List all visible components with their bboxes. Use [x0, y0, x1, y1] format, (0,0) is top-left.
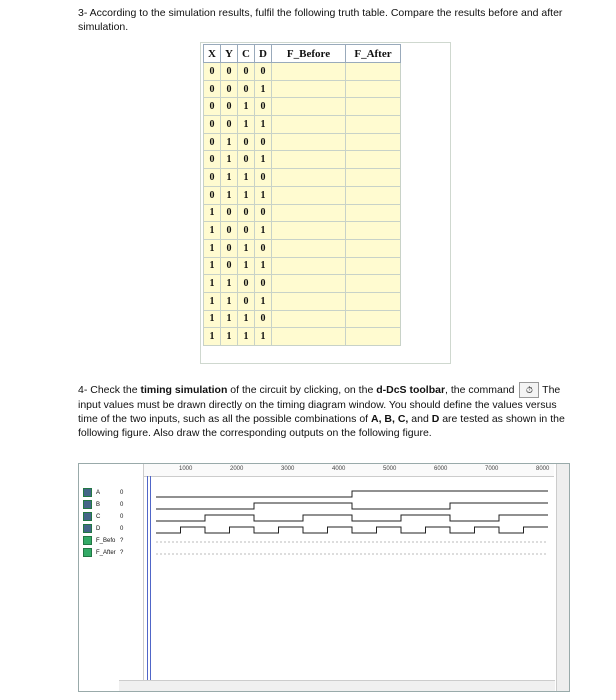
- input-signal-icon: [83, 512, 92, 521]
- signal-name: A: [96, 490, 101, 497]
- q4-text-6: are tested as shown in the following figure. Also draw the corresponding outputs on the following figure.: [78, 413, 565, 439]
- table-cell: 0: [221, 239, 238, 257]
- f-before-cell[interactable]: [272, 257, 346, 275]
- table-row: [204, 116, 401, 134]
- table-row: [204, 151, 401, 169]
- table-cell: 0: [255, 310, 272, 328]
- table-cell: 0: [255, 275, 272, 293]
- signal-value: 0: [120, 490, 124, 497]
- table-cell: 1: [255, 151, 272, 169]
- signal-value: ?: [120, 538, 124, 545]
- truth-table-header-y: Y: [221, 45, 238, 63]
- table-cell: 0: [221, 222, 238, 240]
- table-cell: 1: [204, 275, 221, 293]
- table-cell: 0: [255, 133, 272, 151]
- question-4-text: [78, 382, 568, 440]
- truth-table-header-row: [204, 45, 401, 63]
- q4-bold-d: D: [431, 413, 440, 425]
- table-row: [204, 292, 401, 310]
- timing-command-icon: ⏱: [519, 382, 539, 398]
- f-after-cell[interactable]: [346, 328, 401, 346]
- q4-bold-timing: timing simulation: [140, 383, 228, 396]
- table-cell: 1: [255, 222, 272, 240]
- table-cell: 0: [221, 63, 238, 81]
- table-row: [204, 275, 401, 293]
- table-cell: 1: [221, 169, 238, 187]
- signal-row-f_befo[interactable]: [83, 536, 123, 546]
- table-row: [204, 222, 401, 240]
- f-after-cell[interactable]: [346, 222, 401, 240]
- signal-name: B: [96, 502, 101, 509]
- table-cell: 1: [255, 328, 272, 346]
- table-cell: 0: [204, 116, 221, 134]
- table-row: [204, 328, 401, 346]
- ruler-tick-label: 1000: [179, 466, 193, 472]
- table-row: [204, 98, 401, 116]
- f-after-cell[interactable]: [346, 116, 401, 134]
- f-before-cell[interactable]: [272, 186, 346, 204]
- table-row: [204, 80, 401, 98]
- q4-text-1: 4- Check the: [78, 383, 141, 396]
- f-before-cell[interactable]: [272, 204, 346, 222]
- time-cursor-line[interactable]: [147, 476, 148, 681]
- f-after-cell[interactable]: [346, 257, 401, 275]
- ruler-tick-label: 5000: [383, 466, 397, 472]
- q4-text-4: The input values must be drawn directly on the timing diagram window. You should define the values versus time of the two inputs, such as all the possible combinations of: [78, 383, 561, 425]
- table-cell: 0: [238, 63, 255, 81]
- table-cell: 0: [255, 63, 272, 81]
- f-before-cell[interactable]: [272, 275, 346, 293]
- table-cell: 1: [238, 328, 255, 346]
- table-cell: 1: [204, 239, 221, 257]
- q4-bold-toolbar: d-DcS toolbar: [376, 383, 446, 396]
- table-cell: 1: [204, 328, 221, 346]
- ruler-tick-label: 2000: [230, 466, 244, 472]
- table-cell: 1: [238, 257, 255, 275]
- table-cell: 1: [204, 204, 221, 222]
- ruler-tick-label: 8000: [536, 466, 550, 472]
- truth-table-header-f-before: F_Before: [272, 45, 346, 63]
- ruler-tick-label: 6000: [434, 466, 448, 472]
- signal-value: 0: [120, 526, 124, 533]
- table-cell: 0: [238, 151, 255, 169]
- f-after-cell[interactable]: [346, 310, 401, 328]
- truth-table-header-d: D: [255, 45, 272, 63]
- vertical-scrollbar[interactable]: [556, 464, 569, 691]
- f-after-cell[interactable]: [346, 239, 401, 257]
- table-cell: 0: [238, 222, 255, 240]
- table-cell: 0: [221, 116, 238, 134]
- table-cell: 0: [221, 257, 238, 275]
- table-cell: 1: [221, 292, 238, 310]
- waveform-c[interactable]: [156, 515, 548, 521]
- table-cell: 0: [204, 98, 221, 116]
- table-cell: 0: [221, 98, 238, 116]
- signal-name: C: [96, 514, 101, 521]
- table-cell: 1: [204, 222, 221, 240]
- f-before-cell[interactable]: [272, 151, 346, 169]
- f-before-cell[interactable]: [272, 239, 346, 257]
- table-cell: 0: [255, 239, 272, 257]
- table-cell: 0: [204, 80, 221, 98]
- table-cell: 0: [204, 63, 221, 81]
- input-signal-icon: [83, 488, 92, 497]
- table-cell: 1: [238, 239, 255, 257]
- table-cell: 1: [255, 292, 272, 310]
- table-cell: 0: [255, 169, 272, 187]
- table-cell: 1: [238, 186, 255, 204]
- f-before-cell[interactable]: [272, 310, 346, 328]
- f-after-cell[interactable]: [346, 292, 401, 310]
- table-cell: 0: [238, 275, 255, 293]
- timing-diagram-window[interactable]: [78, 463, 570, 692]
- q4-bold-abc: A, B, C,: [371, 413, 409, 425]
- f-before-cell[interactable]: [272, 222, 346, 240]
- table-cell: 1: [204, 257, 221, 275]
- time-ruler: [144, 464, 554, 477]
- table-cell: 0: [255, 98, 272, 116]
- truth-table-header-x: X: [204, 45, 221, 63]
- table-cell: 0: [255, 204, 272, 222]
- f-after-cell[interactable]: [346, 98, 401, 116]
- waveform-area[interactable]: [144, 477, 554, 677]
- table-cell: 1: [204, 292, 221, 310]
- question-3-text: 3- According to the simulation results, fulfil the following truth table. Compare the results before and after simulation.: [78, 7, 563, 33]
- table-cell: 1: [255, 116, 272, 134]
- truth-table-header-c: C: [238, 45, 255, 63]
- signal-value: 0: [120, 502, 124, 509]
- table-cell: 0: [204, 186, 221, 204]
- input-signal-icon: [83, 500, 92, 509]
- table-cell: 1: [221, 275, 238, 293]
- table-cell: 0: [238, 292, 255, 310]
- table-cell: 1: [221, 151, 238, 169]
- table-cell: 0: [238, 133, 255, 151]
- signal-row-f_after[interactable]: [83, 548, 123, 558]
- signal-name: D: [96, 526, 101, 533]
- f-before-cell[interactable]: [272, 169, 346, 187]
- table-cell: 1: [221, 186, 238, 204]
- f-before-cell[interactable]: [272, 133, 346, 151]
- f-after-cell[interactable]: [346, 133, 401, 151]
- f-after-cell[interactable]: [346, 275, 401, 293]
- table-cell: 1: [238, 310, 255, 328]
- table-cell: 1: [221, 328, 238, 346]
- waveform-b[interactable]: [156, 503, 548, 509]
- horizontal-scrollbar[interactable]: [119, 680, 555, 691]
- table-row: [204, 239, 401, 257]
- q4-text-2: of the circuit by clicking, on the: [227, 383, 377, 396]
- signal-row-a[interactable]: [83, 488, 123, 498]
- ruler-tick-label: 3000: [281, 466, 295, 472]
- f-after-cell[interactable]: [346, 204, 401, 222]
- ruler-tick-label: 7000: [485, 466, 499, 472]
- output-signal-icon: [83, 536, 92, 545]
- waveform-d[interactable]: [156, 527, 548, 533]
- f-after-cell[interactable]: [346, 63, 401, 81]
- input-signal-icon: [83, 524, 92, 533]
- table-row: [204, 204, 401, 222]
- table-cell: 1: [221, 310, 238, 328]
- signal-value: ?: [120, 550, 124, 557]
- time-cursor-line-2[interactable]: [150, 476, 151, 681]
- signal-list-panel: [79, 464, 144, 691]
- table-cell: 0: [221, 204, 238, 222]
- table-cell: 0: [204, 133, 221, 151]
- f-before-cell[interactable]: [272, 63, 346, 81]
- table-cell: 1: [255, 80, 272, 98]
- truth-table-body: [204, 63, 401, 346]
- table-row: [204, 63, 401, 81]
- q4-text-5: and: [408, 413, 432, 425]
- table-row: [204, 257, 401, 275]
- signal-name: F_Befo: [96, 538, 116, 545]
- f-before-cell[interactable]: [272, 98, 346, 116]
- f-after-cell[interactable]: [346, 169, 401, 187]
- table-row: [204, 310, 401, 328]
- ruler-tick-label: 4000: [332, 466, 346, 472]
- table-cell: 1: [238, 98, 255, 116]
- waveform-a[interactable]: [156, 491, 548, 497]
- table-cell: 1: [255, 257, 272, 275]
- f-before-cell[interactable]: [272, 328, 346, 346]
- table-cell: 1: [238, 169, 255, 187]
- f-before-cell[interactable]: [272, 292, 346, 310]
- signal-name: F_After: [96, 550, 116, 557]
- signal-row-b[interactable]: [83, 500, 123, 510]
- table-cell: 1: [204, 310, 221, 328]
- f-after-cell[interactable]: [346, 186, 401, 204]
- table-cell: 0: [238, 80, 255, 98]
- table-cell: 0: [204, 151, 221, 169]
- q4-text-3: , the command: [445, 383, 518, 396]
- truth-table: [203, 44, 401, 346]
- table-row: [204, 186, 401, 204]
- f-after-cell[interactable]: [346, 151, 401, 169]
- table-cell: 0: [204, 169, 221, 187]
- f-before-cell[interactable]: [272, 116, 346, 134]
- signal-value: 0: [120, 514, 124, 521]
- table-cell: 0: [238, 204, 255, 222]
- output-signal-icon: [83, 548, 92, 557]
- table-cell: 1: [238, 116, 255, 134]
- signal-row-c[interactable]: [83, 512, 123, 522]
- table-cell: 1: [221, 133, 238, 151]
- truth-table-header-f-after: F_After: [346, 45, 401, 63]
- f-before-cell[interactable]: [272, 80, 346, 98]
- f-after-cell[interactable]: [346, 80, 401, 98]
- table-row: [204, 133, 401, 151]
- table-cell: 0: [221, 80, 238, 98]
- table-row: [204, 169, 401, 187]
- signal-row-d[interactable]: [83, 524, 123, 534]
- table-cell: 1: [255, 186, 272, 204]
